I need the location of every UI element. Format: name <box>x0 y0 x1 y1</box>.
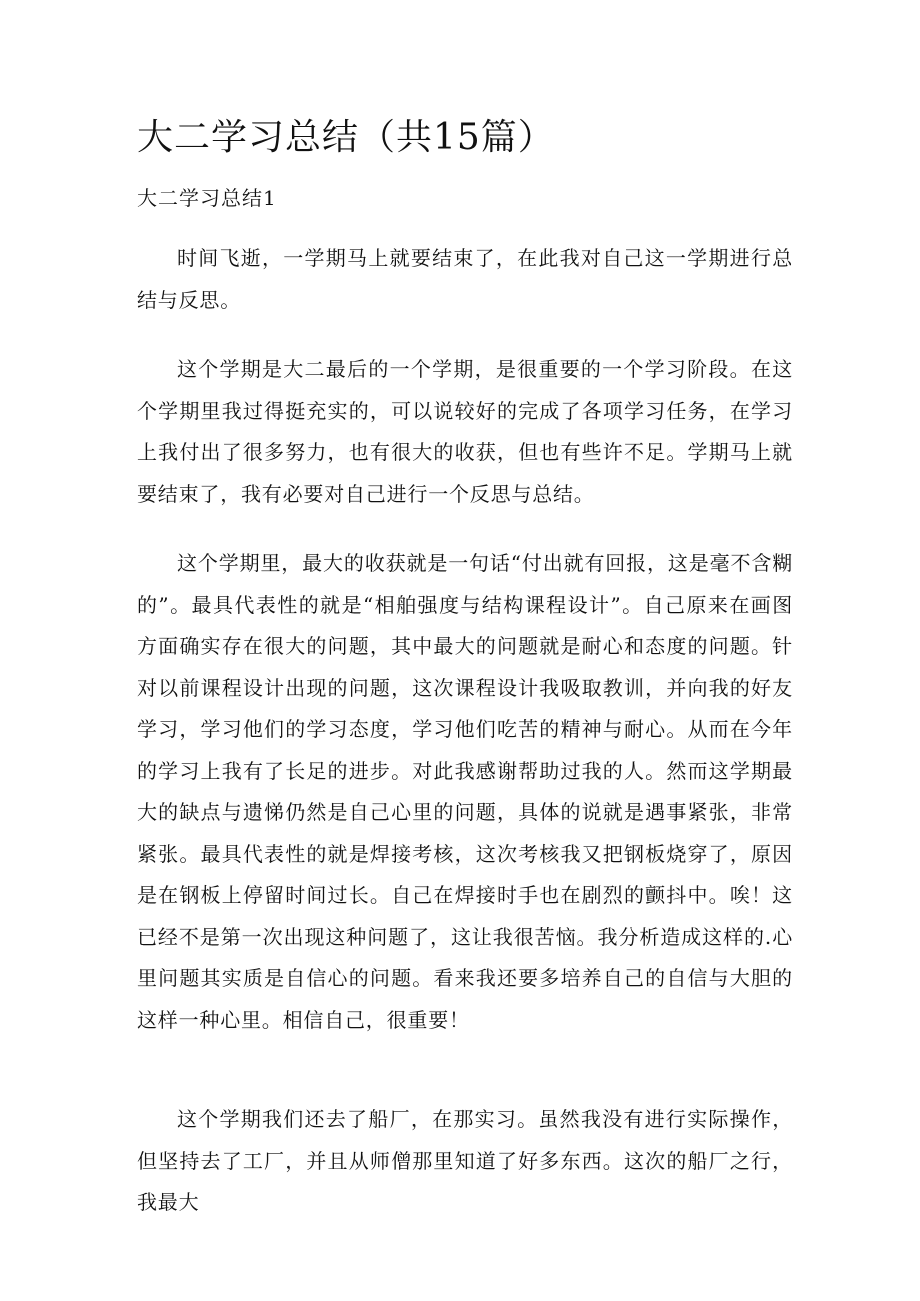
paragraph-4: 这个学期我们还去了船厂，在那实习。虽然我没有进行实际操作，但坚持去了工厂，并且从师僧那里知道了好多东西。这次的船厂之行，我最大 <box>137 1107 793 1214</box>
paragraph-3: 这个学期里，最大的收获就是一句话“付出就有回报，这是毫不含糊的”。最具代表性的就是“相舶强度与结构课程设计”。自己原来在画图方面确实存在很大的问题，其中最大的问题就是耐心和态度的问题。针对以前课程设计出现的问题，这次课程设计我吸取教训，并向我的好友学习，学习他们的学习态度，学习他们吃苦的精神与耐心。从而在今年的学习上我有了长足的进步。对此我感谢帮助过我的人。然而这学期最大的缺点与遗悌仍然是自己心里的问题，具体的说就是遇事紧张，非常紧张。最具代表性的就是焊接考核，这次考核我又把钢板烧穿了，原因是在钢板上停留时间过长。自己在焊接时手也在剧烈的颤抖中。唉！这已经不是第一次出现这种问题了，这让我很苦恼。我分析造成这样的.心里问题其实质是自信心的问题。看来我还要多培养自己的自信与大胆的这样一种心里。相信自己，很重要！ <box>137 551 793 1032</box>
section-heading: 大二学习总结1 <box>137 186 277 210</box>
document-title: 大二学习总结（共15篇） <box>137 117 555 158</box>
paragraph-1: 时间飞逝，一学期马上就要结束了，在此我对自己这一学期进行总结与反思。 <box>137 246 793 312</box>
paragraph-2: 这个学期是大二最后的一个学期，是很重要的一个学习阶段。在这个学期里我过得挺充实的，可以说较好的完成了各项学习任务，在学习上我付出了很多努力，也有很大的收获，但也有些许不足。学期马上就要结束了，我有必要对自己进行一个反思与总结。 <box>137 357 793 506</box>
